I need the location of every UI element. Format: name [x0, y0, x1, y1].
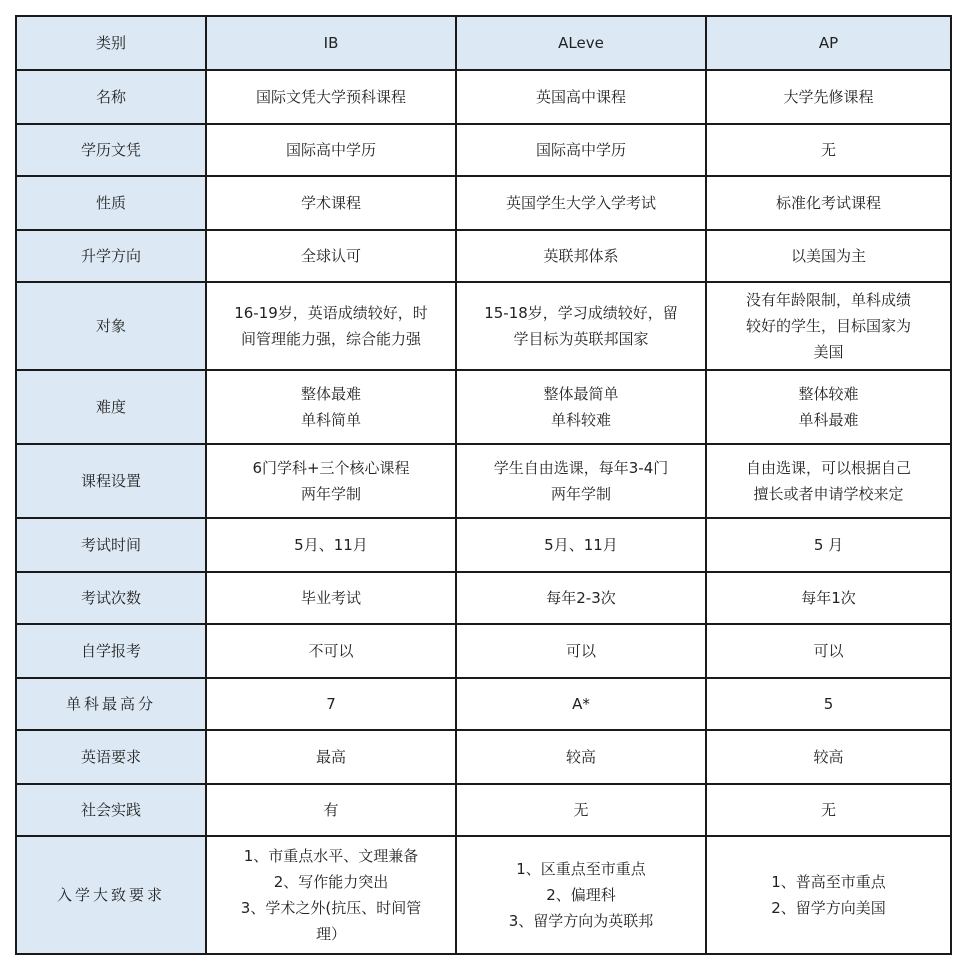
cell-text: 没有年龄限制，单科成绩: [745, 291, 911, 309]
cell-text: 英国学生大学入学考试: [505, 194, 656, 212]
row-label: 社会实践: [16, 784, 206, 836]
cell-ap: [706, 678, 951, 730]
cell-ib: [206, 124, 456, 176]
cell-text: 英联邦体系: [543, 247, 619, 265]
cell-text: 2、偏理科: [546, 886, 616, 904]
cell-text: 1、市重点水平、文理兼备: [243, 847, 419, 865]
header-category: 类别: [16, 16, 206, 70]
cell-ib: [206, 572, 456, 624]
cell-ap: [706, 784, 951, 836]
table-row: [16, 176, 951, 230]
cell-text: 学目标为英联邦国家: [513, 330, 649, 348]
cell-text: 3、学术之外(抗压、时间管: [240, 899, 422, 917]
cell-text: 较好的学生，目标国家为: [745, 317, 911, 335]
cell-alevel: [456, 370, 706, 444]
cell-text: 可以: [813, 642, 844, 660]
cell-text: 3、留学方向为英联邦: [508, 912, 654, 930]
row-label: 自学报考: [16, 624, 206, 678]
cell-text: 无: [820, 801, 836, 819]
cell-ap: [706, 370, 951, 444]
cell-ib: [206, 730, 456, 784]
cell-text: 国际文凭大学预科课程: [255, 88, 406, 106]
cell-ib: [206, 784, 456, 836]
cell-text: 每年1次: [801, 589, 856, 607]
cell-text: 整体较难: [798, 385, 859, 403]
cell-text: 较高: [813, 748, 844, 766]
cell-ap: [706, 70, 951, 124]
cell-text: 两年学制: [550, 485, 611, 503]
cell-ib: [206, 444, 456, 518]
row-label: 单科最高分: [16, 678, 206, 730]
cell-text: 大学先修课程: [783, 88, 874, 106]
row-label: 升学方向: [16, 230, 206, 282]
cell-ib: [206, 836, 456, 954]
cell-text: 英国高中课程: [535, 88, 626, 106]
cell-text: 美国: [813, 343, 844, 361]
table-row: [16, 124, 951, 176]
header-alevel: ALeve: [456, 16, 706, 70]
cell-text: 2、写作能力突出: [273, 873, 389, 891]
cell-alevel: [456, 282, 706, 370]
cell-text: 2、留学方向美国: [771, 899, 886, 917]
table-row: [16, 230, 951, 282]
cell-text: 单科最难: [798, 411, 859, 429]
cell-ib: [206, 176, 456, 230]
cell-text: 学术课程: [300, 194, 361, 212]
table-row: [16, 624, 951, 678]
cell-text: 有: [323, 801, 339, 819]
cell-text: 自由选课，可以根据自己: [745, 459, 911, 477]
cell-text: 7: [326, 695, 336, 713]
cell-text: 6门学科+三个核心课程: [252, 459, 410, 477]
row-label: 学历文凭: [16, 124, 206, 176]
table-row: [16, 572, 951, 624]
cell-text: 国际高中学历: [285, 141, 376, 159]
cell-alevel: [456, 518, 706, 572]
cell-ap: [706, 836, 951, 954]
cell-text: 15-18岁，学习成绩较好，留: [484, 304, 678, 322]
cell-alevel: [456, 444, 706, 518]
cell-text: 间管理能力强，综合能力强: [240, 330, 421, 348]
cell-text: 整体最难: [300, 385, 361, 403]
cell-text: 单科简单: [300, 411, 361, 429]
row-label: 难度: [16, 370, 206, 444]
table-row: [16, 730, 951, 784]
cell-ap: [706, 124, 951, 176]
cell-ib: [206, 282, 456, 370]
cell-ap: [706, 282, 951, 370]
table-row: [16, 836, 951, 954]
cell-ap: [706, 624, 951, 678]
cell-alevel: [456, 836, 706, 954]
cell-text: 整体最简单: [543, 385, 619, 403]
cell-text: 无: [573, 801, 589, 819]
cell-ib: [206, 624, 456, 678]
cell-alevel: [456, 678, 706, 730]
cell-ap: [706, 572, 951, 624]
cell-text: 理）: [315, 925, 346, 943]
cell-text: 每年2-3次: [546, 589, 616, 607]
table-row: [16, 370, 951, 444]
cell-text: 两年学制: [300, 485, 361, 503]
cell-ap: [706, 518, 951, 572]
cell-alevel: [456, 624, 706, 678]
header-ap: AP: [706, 16, 951, 70]
cell-text: 可以: [565, 642, 596, 660]
cell-text: 5 月: [813, 536, 844, 554]
cell-text: 5: [823, 695, 834, 713]
cell-ap: [706, 730, 951, 784]
cell-alevel: [456, 572, 706, 624]
row-label: 考试次数: [16, 572, 206, 624]
cell-ib: [206, 70, 456, 124]
cell-ib: [206, 370, 456, 444]
table-row: [16, 518, 951, 572]
cell-ib: [206, 518, 456, 572]
table-row: [16, 282, 951, 370]
cell-text: 1、区重点至市重点: [516, 860, 646, 878]
cell-text: 擅长或者申请学校来定: [753, 485, 904, 503]
cell-alevel: [456, 784, 706, 836]
cell-ib: [206, 230, 456, 282]
cell-alevel: [456, 176, 706, 230]
row-label: 英语要求: [16, 730, 206, 784]
row-label: 对象: [16, 282, 206, 370]
cell-text: 以美国为主: [790, 247, 866, 265]
cell-alevel: [456, 124, 706, 176]
row-label: 入学大致要求: [16, 836, 206, 954]
row-label: 考试时间: [16, 518, 206, 572]
comparison-table: [15, 15, 952, 955]
cell-text: 单科较难: [550, 411, 611, 429]
table-row: [16, 444, 951, 518]
cell-text: A*: [572, 695, 590, 713]
cell-text: 毕业考试: [300, 589, 361, 607]
cell-text: 全球认可: [300, 247, 361, 265]
header-ib: IB: [206, 16, 456, 70]
cell-ap: [706, 176, 951, 230]
cell-alevel: [456, 70, 706, 124]
cell-ap: [706, 230, 951, 282]
table-row: [16, 678, 951, 730]
cell-text: 5月、11月: [544, 536, 618, 554]
cell-ib: [206, 678, 456, 730]
row-label: 课程设置: [16, 444, 206, 518]
cell-text: 1、普高至市重点: [771, 873, 886, 891]
cell-text: 较高: [565, 748, 596, 766]
table-body: [16, 70, 951, 954]
cell-text: 5月、11月: [294, 536, 368, 554]
cell-ap: [706, 444, 951, 518]
table-row: [16, 784, 951, 836]
row-label: 名称: [16, 70, 206, 124]
cell-text: 无: [820, 141, 836, 159]
header-row: [16, 16, 951, 70]
cell-text: 不可以: [308, 642, 354, 660]
row-label: 性质: [16, 176, 206, 230]
cell-text: 标准化考试课程: [775, 194, 881, 212]
cell-text: 最高: [315, 748, 346, 766]
table-row: [16, 70, 951, 124]
cell-alevel: [456, 230, 706, 282]
cell-text: 国际高中学历: [535, 141, 626, 159]
cell-text: 16-19岁，英语成绩较好，时: [234, 304, 428, 322]
cell-alevel: [456, 730, 706, 784]
cell-text: 学生自由选课，每年3-4门: [493, 459, 669, 477]
